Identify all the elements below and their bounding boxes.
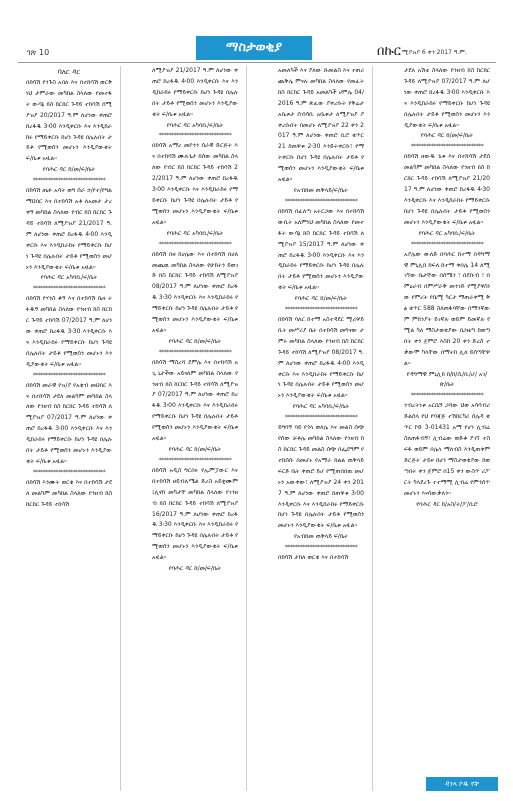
column-1 bbox=[26, 66, 112, 791]
notice-text: በከሳሽ በዛ ከሀሌው እና በተከሳሽ በሀለ መጨዉ መካከል ስላለው የሁከትን ይወገድ ክስ ከርክር ጉዳይ ተከሳሽ ለሚያዝያ 08/2017 ዓ.ም ለሆነው ቀጠሮ ከረፋዱ 3፡30 እንዲቀርቡ እና እንዲከራከሩ የማይቀርቡ ከሆነ ጉዳዩ በሌሉበት ታይቶ የሚወሰን መሆኑን እንዲያውቁት ፍ/ቤቱ አዟል፡፡ bbox=[152, 250, 238, 334]
notice-text: በከሳሽ አማረ መኮንን ሰራዊ ድርጅት እና በተከሳሽ ሙሉጌታ ከሰው መካከል ስላለው የብር ክስ ከርክር ጉዳይ ተከሳሽ 22/2017 ዓ.ም ለሆነው ቀጠሮ ከረፋዱ 3፡00 እንዲቀርቡ እና እንዲከራከሩ የማይቀርቡ ከሆነ ጉዳዩ በሌሉበት ታይቶ የሚወሰን መሆኑን እንዲያውቁት ፍ/ቤቱ አዟል፡፡ bbox=[152, 142, 238, 226]
column-divider bbox=[246, 66, 247, 791]
notice-signature: የባሕር ዳር አካባቢ/ፍ/ቤት bbox=[292, 403, 350, 411]
notice-text: ንብረትነቱ አርሴኝ ጋሻው ህወ አሳሳብሪ ድልሰላ የህ የባጃጅ ተሽከርካሪ ሰሌዳ ቁጥር ኮድ 3-01431 አማ የሆነ ሊብሬ ስለጠፋብኝ፣ ሊብሬው ወድቆ ያገኘ ተስፍፋ ወይም በሌላ ማለብስ እንዲጠቀም ድርጅት ታይዞ ከሆነ ማስታወቂያው ከወጣበት ቀን ጀምሮ በ15 ቀን ውስጥ ሪፖርት ካላደረጉ ተተማሚ ሊብሬ የምንሰጥ መሆኑን እናሳውቃለን፡፡ bbox=[404, 402, 490, 497]
page-number: ገጽ 10 bbox=[27, 48, 50, 57]
notice-location: ባለር ዳር bbox=[57, 68, 81, 76]
notice bbox=[404, 401, 490, 510]
notice bbox=[26, 478, 112, 511]
notice bbox=[26, 381, 112, 477]
header-rule bbox=[18, 62, 496, 63]
notice-signature: የባሕር ዳር ከ/መ/ፍ/ቤት bbox=[168, 446, 222, 453]
notice-signature: የባሕር ዳር አካባቢ/ፍ/ቤት bbox=[418, 229, 476, 237]
notice-text: ታደለ አሽቴ ስላለው የንዘብ ክስ ከርክር ጉዳይ ለሚያዝያ 07/2017 ዓ.ም ለሆነው ቀጠሮ ከረፋዱ 3፡00 እንዲቀርቡ እና እንዲከራከሩ የማይቀርቡ ከሆነ ጉዳዩ በሌሉበት ታይቶ የሚወሰን መሆኑን እንዲያውቁት ፍ/ቤቱ አዟል፡፡ bbox=[404, 67, 490, 129]
notice bbox=[152, 466, 238, 575]
asterisk-divider: ***************************** bbox=[158, 348, 232, 356]
page-header bbox=[0, 0, 513, 62]
asterisk-divider: ***************************** bbox=[284, 197, 358, 205]
asterisk-divider: ***************************** bbox=[32, 285, 106, 293]
notice bbox=[404, 250, 490, 401]
notice-signature: የባሕር ዳር ከ/መ/ፍ/ቤት bbox=[294, 295, 348, 303]
notice bbox=[278, 207, 364, 314]
notice-text: አያሌው ውለድ በባሕር ከተማ በዳግማዊ ምኒሊክ ከፍለ ከተማ ቀበሌ 14 ለሚገኘው ቤታቸው በሰሜን ፣ በደቡብ ፣ በምዕራብ በምሥራቅ መንገድ የሚያዋስነው የምሪት የቤሚ ካርታ ማጠራቀሚ ቅፅ ቁጥር 588 ስለጠፋባቸው በማንኛውም ምክንያት ይገኛሉ ወይም ይመኛሉ የሚል ካለ ማስታወቂያው በጋዜጣ ከወጣበት ቀን ጀምሮ እስከ 20 ቀን ድረስ ተቃውሞ ካላቸው በማትከ ሊለ ይሰጣቸዋል፡፡ bbox=[404, 250, 490, 367]
notice bbox=[26, 67, 112, 185]
column-3 bbox=[278, 66, 364, 791]
notice-text: በከሳሽ ጤፉ አሳት ወግ ሰራ ኃ/የተ/የግል ማህበር እና በተከሳሽ አቶ ለአመታ ታረቀኝ መካከል ስላለው የብር ክስ ከርክር ጉዳይ ተከሳሽ ለሚያዝያ 21/2017 ዓ.ም ለሆነው ቀጠሮ ከረፋዱ 4፡00 እንዲቀርቡ እና እንዲከራከሩ የማይቀርቡ ከሆነ ጉዳዩ በሌሉበት ታይቶ የሚወሰን መሆኑን እንዲያውቁት ፍ/ቤቱ አዟል፡፡ bbox=[26, 187, 112, 271]
notice bbox=[152, 66, 238, 140]
asterisk-divider: ***************************** bbox=[158, 240, 232, 248]
notice bbox=[152, 358, 238, 465]
asterisk-divider: ***************************** bbox=[158, 456, 232, 464]
notice bbox=[278, 66, 364, 206]
notice-text: በከሳሽ ባለር ከተማ አስተዳደር ሚሪዋይ ቢት መሥሪያ ቤት በተከሳሽ መግናው ታምሩ መካከል ስላለው የንዘብ ክስ ከርክር ጉዳይ ተከሳሽ ለሚያዝያ 08/2017 ዓ.ም ለሆነው ቀጠሮ ከረፋዱ 4፡00 እንዲቀርቡ እና እንዲከራከሩ የማይቀርቡ ከሆነ ጉዳዩ በሌሉበት ታይቶ የሚወሰን መሆኑን እንዲያውቁት ፍ/ቤቱ አዟል፡፡ bbox=[278, 316, 364, 400]
notice-signature: የባሕር ዳር ከ/መ/ፍ/ቤት bbox=[420, 132, 474, 140]
footer-badge: ዳንላ ኮዱ የቸ bbox=[426, 777, 498, 791]
asterisk-divider: ***************************** bbox=[410, 240, 484, 248]
notice-text: በከሳሽ በፈለጣ አትርጋው እና በተከሳሽ ውቢት አለምነህ መካከል ስላለው የመተፋት ውሳኔ ክስ ከርክር ጉዳይ ተከሳሽ ለሚያዝያ 15/2017 ዓ.ም ለሆነው ቀጠሮ ከረፋዱ 3፡00 እንዲቀርቡ እና እንዲከራከሩ የማይቀርቡ ከሆነ ጉዳዩ በሌሉበት ታይቶ የሚወሰን መሆኑን እንዲያውቁት ፍ/ቤቱ አዟል፡፡ bbox=[278, 207, 364, 292]
notice-text: አመለካች እና ያለው ሹመልስ እና ተጠሪ ጨቅሌ ምናሉ መካከል ስላለው የመፈት ክስ ከርክር ጉዳይ አመልካች ሀምሌ 04/2016 ዓ.ም ጽፈው ያቀረቡት የቅሬታ አቤቱታ ሰብሳቢ አቤቱታ ለሚያዝያ ያቀረቡበት በመሆኑ ለሚያዝያ 22 ቀን 2017 ዓ.ም ለሆነው ቀጠሮ ቢሮ ቁጥር 21 ከጠዋቱ 2፡30 እንድትቀርቡ፣ የማትቀርቡ ከሆነ ጉዳዩ በሌሉበት ታይቶ የሚወሰን መሆኑን እንዲያውቁት ፍ/ቤቱ አዟል፡፡ bbox=[278, 67, 364, 184]
asterisk-divider: ***************************** bbox=[284, 306, 358, 314]
column-4 bbox=[404, 66, 490, 791]
section-title-banner: ማስታወቂያ bbox=[196, 36, 312, 60]
notice-text: በከሳሽ ዘውዱ ጌቱ እና በተከሳሽ ታደሰ መልካም መካከል ስላለው የንዘብ ክስ ከርክር ጉዳይ ተከሳሽ ለሚያዝያ 21/2017 ዓ.ም ለሆነው ቀጠሮ ከረፋዱ 4፡30 እንዲቀርቡ እና እንዲከራከሩ የማይቀርቡ ከሆነ ጉዳዩ በሌሉበት ታይቶ የሚወሰን መሆኑን እንዲያውቁት ፍ/ቤቱ አዟል፡፡ bbox=[404, 153, 490, 226]
column-divider bbox=[120, 66, 121, 791]
notice-signature: የባሕር ዳር ከ/መ/ፍ/ቤት bbox=[168, 337, 222, 345]
notice-text: በከሳሽ ታከለ ወርቁ እና በተከሳሽ bbox=[278, 554, 349, 562]
notice-text: በከሳሽ እንሙት ወርቁ እና በተከሳሽ ታደለ መልካም መካከል ስላለው የንዘብ ክስ ከርክር ጉዳይ ተከሳሽ bbox=[26, 478, 112, 508]
notice-columns bbox=[22, 66, 492, 791]
asterisk-divider: ***************************** bbox=[284, 544, 358, 552]
asterisk-divider: ***************************** bbox=[158, 132, 232, 140]
asterisk-divider: ***************************** bbox=[410, 143, 484, 151]
asterisk-divider: ***************************** bbox=[32, 371, 106, 379]
issue-date: ሚያዝያ 6 ቀን 2017 ዓ.ም. bbox=[402, 49, 467, 56]
notice-text: ይግባኝ ባይ የጎላ ወለሌ እና መልስ ሰጭ የሰው ቻቶሌ መካከል ስላለው የንዘብ ክስ ከርክር ጉዳይ መልስ ሰጭ በፌደዓም የተከሰሱ በመሆኑ የአማራ ክልል ጠቅላይ ፍርድ ቤት ቀጠሮ ይሆ የሚጠበበዉ መሆኑን አውቀው፣ ለሚያዝያ 24 ቀን 2017 ዓ.ም ለሆነው ቀጠሮ ከጠዋቱ 3፡00 እንዲቀርቡ እና እንዲከራከሩ የማይቀርቡ ከሆነ ጉዳዩ በሌሉበት ታይቶ የሚወሰን መሆኑን እንዲያውቁት ፍ/ቤቱ አዟል፡፡ bbox=[278, 424, 364, 530]
notice-signature: የአብክመ ጠቅላይ ፍ/ቤት bbox=[293, 533, 349, 541]
notice-signature: የባሕር ዳር አካባቢ/ፍ/ቤት bbox=[166, 121, 224, 129]
notice-signature: የባሕር ዳር አካባቢ/ፍ/ቤት bbox=[40, 274, 98, 282]
column-2 bbox=[152, 66, 238, 791]
notice-text: ለሚያዝያ 21/2017 ዓ.ም ለሆነው ቀጠሮ ከረፋዱ 4፡00 እንዲቀርቡ እና እንዲከራከሩ የማይቀርቡ ከሆነ ጉዳዩ በሌሉበት ታይቶ የሚወሰን መሆኑን እንዲያውቁት ፍ/ቤቱ አዟል፡፡ bbox=[152, 67, 238, 118]
notice bbox=[152, 141, 238, 248]
notice bbox=[278, 423, 364, 552]
notice bbox=[404, 152, 490, 248]
notice-signature: የባሕር ዳር ከ/መ/ፍ/ቤት bbox=[168, 565, 222, 573]
asterisk-divider: ***************************** bbox=[284, 414, 358, 422]
notice bbox=[152, 250, 238, 357]
asterisk-divider: ***************************** bbox=[32, 177, 106, 185]
notice bbox=[404, 66, 490, 151]
asterisk-divider: ***************************** bbox=[32, 468, 106, 476]
notice bbox=[26, 186, 112, 293]
notice-text: በከሳሽ የሃንስ ቆኝ እና በተከሳሽ ቤዛ ትፉዱኝ መካከል ስላለው የንዘብ ክስ ከርክር ጉዳይ ተከሳሽ 07/2017 ዓ.ም ለሆነው ቀጠሮ ከረፋዱ 3፡30 እንዲቀርቡ እና እንዲከራከሩ የማይቀርቡ ከሆነ ጉዳዩ በሌሉበት ታይቶ የሚወሰን መሆኑን እንዲያውቁት ፍ/ቤቱ አዟል፡፡ bbox=[26, 295, 112, 368]
notice-signature: የባሕር ዳር ከ/መ/ፍ/ቤት bbox=[42, 166, 96, 174]
notice-text: በከሳሽ መራዊ የዝ/ያ የአቁብ መህበር እና በተከሳሽ ታደለ መልካም መካከል ስላለው የንዘብ ክስ ከርክር ጉዳይ ተከሳሽ ለሚያዝያ 07/2017 ዓ.ም ለሆነው ቀጠሮ ከረፋዱ 3፡00 እንዲቀርቡ እና እንዲከራከሩ የማይቀርቡ ከሆነ ጉዳዩ በሌሉበት ታይቶ የሚወሰን መሆኑን እንዲያውቁት ፍ/ቤቱ አዟል፡፡ bbox=[26, 381, 112, 465]
notice-signature: የአብክመ ጠቅላይ/ፍ/ቤት bbox=[293, 186, 349, 194]
notice-text: በከሳሽ የንጉስ አበለ እና በተከሳሽ ወርቅነህ ታምራው መካከል ስላለው የመተፋት ውሳኔ ክስ ከርክር ጉዳይ ተከሳሽ ሰሚያዝያ 20/2017 ዓ.ም ለሆነው ቀጠሮ ከረፋዱ 3፡00 እንዲቀርቡ እና እንዲከራከሩ የማይቀርቡ ከሆነ ጉዳዩ በሌሉበት ታይቶ የሚወሰን መሆኑን እንዲያውቁት ፍ/ቤቱ አዟል፡፡ bbox=[26, 79, 112, 163]
notice-signature: የዳግማዊ ምኒሊክ ክ/ከ/ሲ/ቢ/ሆ/ አገ/ጽ/ቤት bbox=[406, 370, 488, 389]
newspaper-name: በኩር bbox=[377, 44, 401, 59]
column-divider bbox=[372, 66, 373, 791]
notice bbox=[278, 553, 364, 564]
asterisk-divider: ***************************** bbox=[410, 392, 484, 400]
notice-text: በከሳሽ አዲስ ግርበሩ የኢምፓውር እና በተከሳሽ ዘይብሉሜል ድረስ አይቋሙም ፤ሊኖበ መካታቸ መካከል ስላለው የገንዘብ ክስ ከርክር ጉዳይ ተከሳሽ ለሚያዝያ 16/2017 ዓ.ም ለሆነው ቀጠሮ ከረፋዱ 3፡30 እንዲቀርቡ እና እንዲከራከሩ የማይቀርቡ ከሆነ ጉዳዩ በሌሉበት ታይቶ የሚወሰን መሆኑን እንዲያውቁት ፍ/ቤቱ አዟል፡፡ bbox=[152, 466, 238, 562]
notice bbox=[278, 315, 364, 422]
notice-signature: የባሕር ዳር ከ/አስ/ት/ፖ/ቢሮ bbox=[416, 500, 478, 508]
notice-text: በከሳሽ ማስረሻ ደምሌ እና በተከሳሽ አጊ ኒታችው አይናለም መካከል ስላለው የንዘብ ክስ ከርክር ጉዳይ ተከሳሽ ለሚያዝያ 07/2017 ዓ.ም ለሆነው ቀጠሮ ከረፋዱ 3፡00 እንዲቀርቡ እና እንዲከራከሩ የማይቀርቡ ከሆነ ጉዳዩ በሌሉበት ታይቶ የሚወሰን መሆኑን እንዲያውቁት ፍ/ቤቱ አዟል፡፡ bbox=[152, 358, 238, 443]
notice bbox=[26, 294, 112, 379]
notice-signature: የባሕር ዳር አካባቢ/ፍ/ቤት bbox=[166, 229, 224, 237]
